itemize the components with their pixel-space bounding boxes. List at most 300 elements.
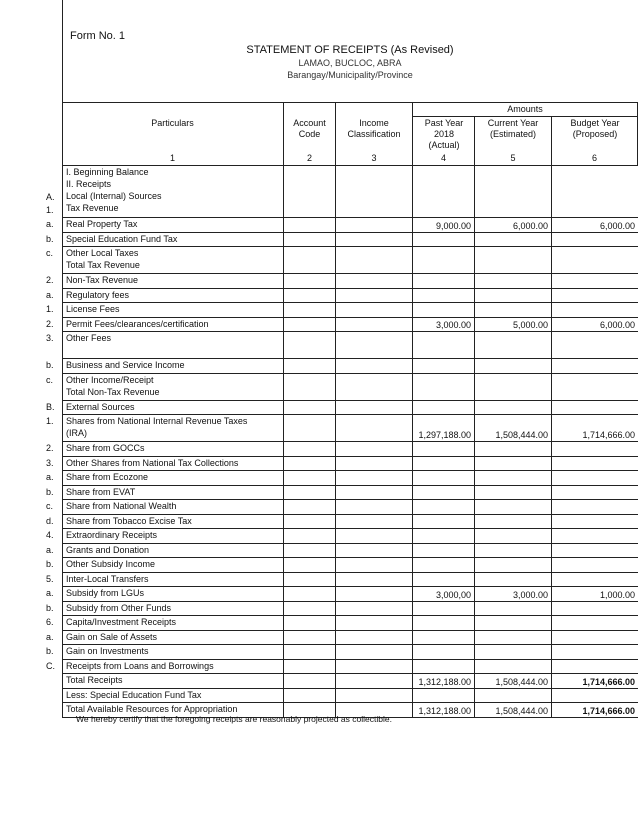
budget-year-cell bbox=[552, 247, 638, 274]
account-code-cell bbox=[284, 674, 336, 689]
income-classification-cell bbox=[336, 442, 413, 457]
account-code-cell bbox=[284, 572, 336, 587]
budget-year-cell bbox=[552, 442, 638, 457]
particulars-cell bbox=[63, 166, 284, 218]
particulars-cell bbox=[63, 630, 284, 645]
past-year-cell bbox=[413, 373, 475, 400]
particulars-cell bbox=[63, 247, 284, 274]
budget-year-cell bbox=[552, 659, 638, 674]
col-number-1: 1 bbox=[169, 153, 175, 163]
current-year-cell bbox=[475, 373, 552, 400]
account-code-cell bbox=[284, 529, 336, 544]
table-row bbox=[63, 332, 638, 359]
table-row bbox=[63, 587, 638, 602]
past-year-cell bbox=[413, 645, 475, 660]
particular-line: External Sources bbox=[66, 401, 135, 412]
particulars-cell bbox=[63, 616, 284, 631]
budget-year-cell bbox=[552, 471, 638, 486]
table-row bbox=[63, 232, 638, 247]
particular-line: Special Education Fund Tax bbox=[66, 233, 178, 244]
particulars-cell bbox=[63, 274, 284, 289]
account-code-cell bbox=[284, 485, 336, 500]
particular-line: Other Shares from National Tax Collections bbox=[66, 457, 239, 468]
particular-line: Total Tax Revenue bbox=[66, 260, 140, 270]
particulars-header: Particulars bbox=[151, 118, 194, 128]
account-code-cell bbox=[284, 218, 336, 233]
account-code-cell bbox=[284, 442, 336, 457]
particular-line: Local (Internal) Sources bbox=[66, 191, 162, 201]
table-row bbox=[63, 400, 638, 415]
row-marker: a. bbox=[46, 544, 54, 555]
particular-line: Other Local Taxes bbox=[66, 248, 139, 258]
form-number: Form No. 1 bbox=[70, 30, 126, 42]
table-row bbox=[63, 471, 638, 486]
past-year-cell bbox=[413, 247, 475, 274]
budget-year-header: Budget Year (Proposed) bbox=[570, 118, 620, 139]
current-year-cell bbox=[475, 166, 552, 218]
particulars-cell bbox=[63, 415, 284, 442]
account-code-cell bbox=[284, 332, 336, 359]
particulars-cell bbox=[63, 400, 284, 415]
row-marker: 6. bbox=[46, 617, 54, 627]
row-marker: d. bbox=[46, 515, 54, 526]
account-code-cell bbox=[284, 543, 336, 558]
income-classification-cell bbox=[336, 218, 413, 233]
row-marker: A. bbox=[46, 192, 55, 202]
row-marker: 4. bbox=[46, 530, 54, 540]
particular-line: Subsidy from LGUs bbox=[66, 588, 145, 598]
current-year-cell bbox=[475, 471, 552, 486]
budget-year-cell bbox=[552, 529, 638, 544]
particulars-cell bbox=[63, 442, 284, 457]
past-year-cell bbox=[413, 303, 475, 318]
table-row bbox=[63, 373, 638, 400]
income-classification-cell bbox=[336, 485, 413, 500]
budget-year-cell: 1,714,666.00 bbox=[552, 674, 638, 689]
particular-line: Total Available Resources for Appropriation bbox=[66, 704, 238, 714]
particular-line: Gain on Investments bbox=[66, 646, 149, 656]
budget-year-cell bbox=[552, 485, 638, 500]
account-code-cell bbox=[284, 373, 336, 400]
table-row bbox=[63, 415, 638, 442]
table-row bbox=[63, 659, 638, 674]
current-year-cell bbox=[475, 456, 552, 471]
table-row bbox=[63, 543, 638, 558]
past-year-cell: 3,000.00 bbox=[413, 317, 475, 332]
budget-year-cell bbox=[552, 500, 638, 515]
particulars-cell bbox=[63, 514, 284, 529]
particulars-cell bbox=[63, 674, 284, 689]
past-year-cell bbox=[413, 288, 475, 303]
budget-year-cell: 1,000.00 bbox=[552, 587, 638, 602]
table-row bbox=[63, 500, 638, 515]
income-classification-cell bbox=[336, 630, 413, 645]
row-marker: c. bbox=[46, 374, 54, 385]
income-classification-cell bbox=[336, 288, 413, 303]
current-year-cell bbox=[475, 332, 552, 359]
budget-year-cell bbox=[552, 543, 638, 558]
account-code-cell bbox=[284, 274, 336, 289]
budget-year-cell bbox=[552, 616, 638, 631]
row-marker: a. bbox=[46, 631, 54, 642]
account-code-cell bbox=[284, 288, 336, 303]
account-code-cell bbox=[284, 500, 336, 515]
account-code-cell bbox=[284, 587, 336, 602]
row-marker: b. bbox=[46, 559, 54, 569]
income-classification-cell bbox=[336, 471, 413, 486]
particular-line: Share from Ecozone bbox=[66, 472, 149, 482]
row-marker: 1. bbox=[46, 304, 54, 314]
particular-line: License Fees bbox=[66, 304, 120, 314]
past-year-header: Past Year 2018 (Actual) bbox=[424, 118, 464, 150]
col-number-2: 2 bbox=[306, 153, 312, 163]
particular-line: Share from Tobacco Excise Tax bbox=[66, 515, 192, 526]
particulars-cell bbox=[63, 471, 284, 486]
account-code-cell bbox=[284, 317, 336, 332]
particular-line: Capita/Investment Receipts bbox=[66, 617, 177, 627]
current-year-cell bbox=[475, 359, 552, 374]
account-code-cell bbox=[284, 601, 336, 616]
budget-year-cell bbox=[552, 232, 638, 247]
col-number-3: 3 bbox=[371, 153, 377, 163]
budget-year-cell bbox=[552, 332, 638, 359]
income-classification-cell bbox=[336, 232, 413, 247]
receipts-table bbox=[62, 165, 638, 718]
past-year-cell bbox=[413, 601, 475, 616]
account-code-cell bbox=[284, 359, 336, 374]
income-classification-cell bbox=[336, 373, 413, 400]
account-code-cell bbox=[284, 630, 336, 645]
income-classification-cell bbox=[336, 166, 413, 218]
income-classification-cell bbox=[336, 572, 413, 587]
income-classification-cell bbox=[336, 674, 413, 689]
account-code-cell bbox=[284, 688, 336, 703]
particular-line: Subsidy from Other Funds bbox=[66, 602, 172, 613]
budget-year-cell bbox=[552, 359, 638, 374]
income-classification-header: Income Classification bbox=[347, 118, 401, 139]
past-year-cell bbox=[413, 529, 475, 544]
particular-line: Share from EVAT bbox=[66, 486, 136, 497]
current-year-cell bbox=[475, 400, 552, 415]
particular-line: Other Subsidy Income bbox=[66, 559, 156, 569]
particular-line: Total Non-Tax Revenue bbox=[66, 386, 160, 397]
table-row bbox=[63, 558, 638, 573]
particulars-cell bbox=[63, 218, 284, 233]
table-row bbox=[63, 601, 638, 616]
income-classification-cell bbox=[336, 645, 413, 660]
account-code-cell bbox=[284, 471, 336, 486]
current-year-cell: 1,508,444.00 bbox=[475, 415, 552, 442]
income-classification-cell bbox=[336, 616, 413, 631]
particulars-cell bbox=[63, 543, 284, 558]
past-year-cell bbox=[413, 332, 475, 359]
past-year-cell bbox=[413, 166, 475, 218]
particular-line: Regulatory fees bbox=[66, 289, 130, 300]
particular-line bbox=[66, 344, 280, 356]
budget-year-cell bbox=[552, 400, 638, 415]
past-year-cell: 1,297,188.00 bbox=[413, 415, 475, 442]
current-year-cell bbox=[475, 247, 552, 274]
particulars-cell bbox=[63, 558, 284, 573]
income-classification-cell bbox=[336, 317, 413, 332]
past-year-cell bbox=[413, 500, 475, 515]
past-year-cell bbox=[413, 471, 475, 486]
budget-year-cell: 6,000.00 bbox=[552, 218, 638, 233]
row-marker: B. bbox=[46, 401, 55, 412]
particulars-cell bbox=[63, 317, 284, 332]
particulars-cell bbox=[63, 456, 284, 471]
table-row bbox=[63, 317, 638, 332]
current-year-cell bbox=[475, 630, 552, 645]
account-code-cell bbox=[284, 415, 336, 442]
table-row bbox=[63, 485, 638, 500]
table-row bbox=[63, 645, 638, 660]
particular-line: Shares from National Internal Revenue Taxes bbox=[66, 416, 248, 426]
account-code-cell bbox=[284, 303, 336, 318]
particular-line: Total Receipts bbox=[66, 675, 123, 685]
row-marker: b. bbox=[46, 486, 54, 497]
account-code-cell bbox=[284, 645, 336, 660]
particular-line: Other Fees bbox=[66, 333, 112, 343]
row-marker: a. bbox=[46, 588, 54, 598]
past-year-cell: 3,000,00 bbox=[413, 587, 475, 602]
particulars-cell bbox=[63, 232, 284, 247]
current-year-cell bbox=[475, 274, 552, 289]
current-year-cell bbox=[475, 442, 552, 457]
current-year-cell bbox=[475, 572, 552, 587]
amounts-header: Amounts bbox=[507, 104, 543, 114]
current-year-cell bbox=[475, 500, 552, 515]
account-code-cell bbox=[284, 659, 336, 674]
table-row bbox=[63, 247, 638, 274]
past-year-cell bbox=[413, 688, 475, 703]
table-row bbox=[63, 616, 638, 631]
income-classification-cell bbox=[336, 587, 413, 602]
table-row bbox=[63, 288, 638, 303]
row-marker: 3. bbox=[46, 333, 54, 343]
form-title: STATEMENT OF RECEIPTS (As Revised) bbox=[246, 44, 454, 56]
income-classification-cell bbox=[336, 688, 413, 703]
income-classification-cell bbox=[336, 415, 413, 442]
past-year-cell bbox=[413, 232, 475, 247]
current-year-cell bbox=[475, 232, 552, 247]
row-marker: a. bbox=[46, 219, 54, 229]
past-year-cell bbox=[413, 485, 475, 500]
particulars-cell bbox=[63, 500, 284, 515]
past-year-cell bbox=[413, 442, 475, 457]
certification-statement: We hereby certify that the foregoing receipts are reasonably projected as collectible. bbox=[76, 714, 392, 724]
past-year-cell bbox=[413, 274, 475, 289]
budget-year-cell bbox=[552, 572, 638, 587]
particular-line: Receipts from Loans and Borrowings bbox=[66, 660, 214, 671]
row-marker: 1. bbox=[46, 204, 54, 215]
income-classification-cell bbox=[336, 659, 413, 674]
account-code-cell bbox=[284, 456, 336, 471]
location-label: Barangay/Municipality/Province bbox=[287, 70, 413, 80]
particular-line: Inter-Local Transfers bbox=[66, 573, 149, 584]
past-year-cell bbox=[413, 659, 475, 674]
table-row bbox=[63, 514, 638, 529]
table-row bbox=[63, 630, 638, 645]
particulars-cell bbox=[63, 645, 284, 660]
account-code-cell bbox=[284, 558, 336, 573]
particulars-cell bbox=[63, 373, 284, 400]
current-year-cell: 1,508,444.00 bbox=[475, 703, 552, 718]
table-row bbox=[63, 688, 638, 703]
current-year-cell bbox=[475, 645, 552, 660]
particular-line: Other Income/Receipt bbox=[66, 374, 154, 385]
particulars-cell bbox=[63, 601, 284, 616]
current-year-header: Current Year (Estimated) bbox=[487, 118, 539, 139]
past-year-cell: 1,312,188.00 bbox=[413, 703, 475, 718]
column-header bbox=[62, 102, 638, 165]
row-marker: 3. bbox=[46, 457, 54, 468]
account-code-header: Account Code bbox=[293, 118, 326, 139]
particular-line: Real Property Tax bbox=[66, 219, 138, 229]
current-year-cell: 3,000.00 bbox=[475, 587, 552, 602]
past-year-cell bbox=[413, 456, 475, 471]
account-code-cell bbox=[284, 400, 336, 415]
current-year-cell bbox=[475, 288, 552, 303]
col-number-6: 6 bbox=[591, 153, 597, 163]
past-year-cell bbox=[413, 572, 475, 587]
particulars-cell bbox=[63, 659, 284, 674]
budget-year-cell bbox=[552, 303, 638, 318]
past-year-cell bbox=[413, 630, 475, 645]
particular-line: Business and Service Income bbox=[66, 360, 185, 370]
particular-line: I. Beginning Balance bbox=[66, 167, 149, 177]
particulars-cell bbox=[63, 572, 284, 587]
row-marker: b. bbox=[46, 602, 54, 613]
budget-year-cell bbox=[552, 514, 638, 529]
row-marker: a. bbox=[46, 289, 54, 300]
row-marker: 2. bbox=[46, 275, 54, 285]
income-classification-cell bbox=[336, 500, 413, 515]
budget-year-cell: 1,714,666.00 bbox=[552, 415, 638, 442]
current-year-cell bbox=[475, 688, 552, 703]
past-year-cell: 9,000.00 bbox=[413, 218, 475, 233]
current-year-cell: 1,508,444.00 bbox=[475, 674, 552, 689]
budget-year-cell: 1,714,666.00 bbox=[552, 703, 638, 718]
budget-year-cell bbox=[552, 558, 638, 573]
particular-line: Extraordinary Receipts bbox=[66, 530, 158, 540]
particulars-cell bbox=[63, 529, 284, 544]
past-year-cell: 1,312,188.00 bbox=[413, 674, 475, 689]
income-classification-cell bbox=[336, 332, 413, 359]
table-row bbox=[63, 303, 638, 318]
account-code-cell bbox=[284, 616, 336, 631]
current-year-cell bbox=[475, 659, 552, 674]
income-classification-cell bbox=[336, 514, 413, 529]
current-year-cell: 5,000.00 bbox=[475, 317, 552, 332]
particular-line: Share from GOCCs bbox=[66, 443, 145, 453]
income-classification-cell bbox=[336, 303, 413, 318]
table-row bbox=[63, 529, 638, 544]
current-year-cell bbox=[475, 303, 552, 318]
table-row bbox=[63, 572, 638, 587]
particular-line: (IRA) bbox=[66, 428, 87, 438]
income-classification-cell bbox=[336, 456, 413, 471]
past-year-cell bbox=[413, 514, 475, 529]
location: LAMAO, BUCLOC, ABRA bbox=[298, 58, 402, 68]
particulars-cell bbox=[63, 688, 284, 703]
particular-line: Permit Fees/clearances/certification bbox=[66, 318, 209, 329]
budget-year-cell bbox=[552, 166, 638, 218]
budget-year-cell bbox=[552, 288, 638, 303]
particulars-cell bbox=[63, 587, 284, 602]
row-marker: c. bbox=[46, 248, 54, 258]
current-year-cell bbox=[475, 558, 552, 573]
income-classification-cell bbox=[336, 543, 413, 558]
account-code-cell bbox=[284, 232, 336, 247]
particular-line: Share from National Wealth bbox=[66, 501, 177, 511]
budget-year-cell bbox=[552, 688, 638, 703]
table-row bbox=[63, 359, 638, 374]
particulars-cell bbox=[63, 485, 284, 500]
row-marker: 5. bbox=[46, 573, 54, 584]
particulars-cell bbox=[63, 332, 284, 359]
budget-year-cell bbox=[552, 645, 638, 660]
row-marker: 1. bbox=[46, 416, 54, 426]
particulars-cell bbox=[63, 288, 284, 303]
particular-line: Non-Tax Revenue bbox=[66, 275, 139, 285]
past-year-cell bbox=[413, 359, 475, 374]
budget-year-cell bbox=[552, 456, 638, 471]
income-classification-cell bbox=[336, 558, 413, 573]
row-marker: 2. bbox=[46, 318, 54, 329]
table-row bbox=[63, 456, 638, 471]
current-year-cell bbox=[475, 616, 552, 631]
account-code-cell bbox=[284, 247, 336, 274]
income-classification-cell bbox=[336, 601, 413, 616]
row-marker: b. bbox=[46, 360, 54, 370]
row-marker: c. bbox=[46, 501, 54, 511]
current-year-cell bbox=[475, 543, 552, 558]
col-number-4: 4 bbox=[440, 153, 446, 163]
form-header bbox=[62, 0, 638, 103]
current-year-cell bbox=[475, 529, 552, 544]
income-classification-cell bbox=[336, 400, 413, 415]
table-row bbox=[63, 218, 638, 233]
row-marker: 2. bbox=[46, 443, 54, 453]
table-row bbox=[63, 442, 638, 457]
current-year-cell bbox=[475, 485, 552, 500]
current-year-cell: 6,000.00 bbox=[475, 218, 552, 233]
current-year-cell bbox=[475, 514, 552, 529]
past-year-cell bbox=[413, 543, 475, 558]
col-number-5: 5 bbox=[510, 153, 516, 163]
income-classification-cell bbox=[336, 529, 413, 544]
budget-year-cell bbox=[552, 274, 638, 289]
income-classification-cell bbox=[336, 274, 413, 289]
table-row bbox=[63, 274, 638, 289]
table-row bbox=[63, 674, 638, 689]
account-code-cell bbox=[284, 166, 336, 218]
budget-year-cell bbox=[552, 601, 638, 616]
row-marker: C. bbox=[46, 660, 55, 671]
past-year-cell bbox=[413, 400, 475, 415]
particular-line: Tax Revenue bbox=[66, 203, 119, 213]
row-marker: b. bbox=[46, 646, 54, 656]
past-year-cell bbox=[413, 558, 475, 573]
particular-line: II. Receipts bbox=[66, 179, 112, 189]
current-year-cell bbox=[475, 601, 552, 616]
budget-year-cell bbox=[552, 373, 638, 400]
particulars-cell bbox=[63, 303, 284, 318]
particulars-cell bbox=[63, 359, 284, 374]
row-marker: a. bbox=[46, 472, 54, 482]
table-row bbox=[63, 166, 638, 218]
